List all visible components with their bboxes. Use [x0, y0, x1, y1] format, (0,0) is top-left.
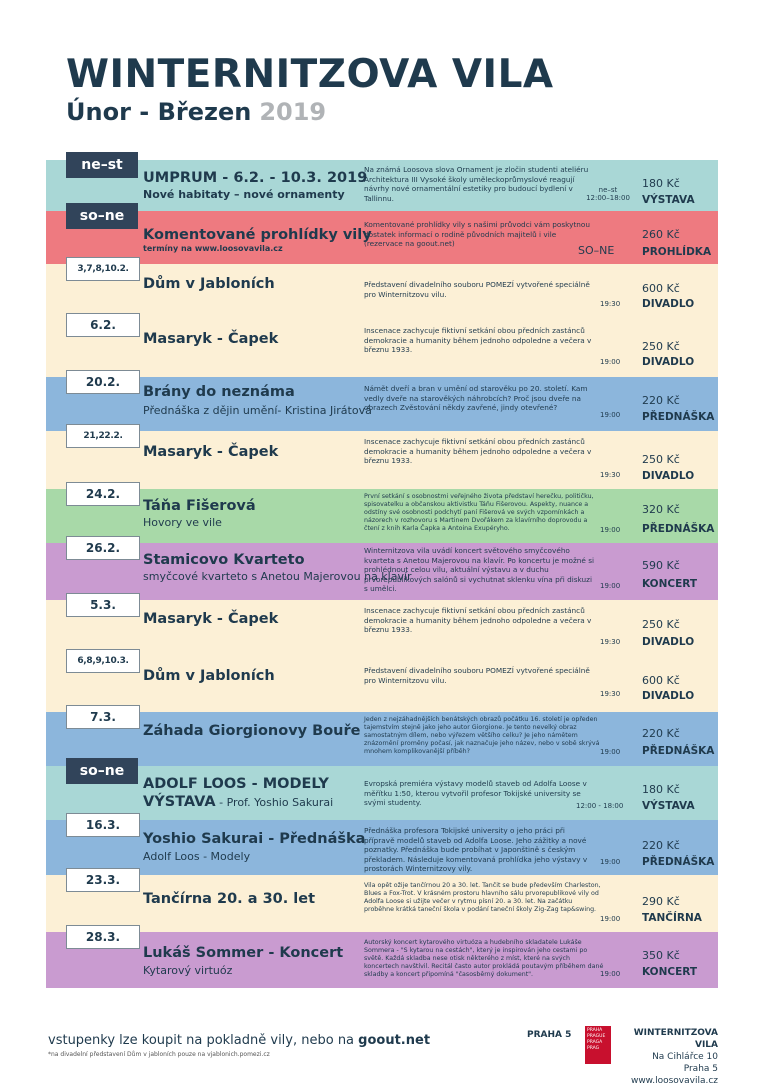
event-subtitle: Přednáška z dějin umění- Kristina Jirátová: [143, 404, 372, 417]
event-type: KONCERT: [642, 966, 698, 978]
date-tag: 21,22.2.: [66, 424, 140, 448]
event-time: 19:30: [600, 638, 621, 646]
address-street: Na Cihlářce 10: [652, 1052, 718, 1062]
event-type: DIVADLO: [642, 470, 695, 482]
event-row[interactable]: [46, 763, 718, 820]
event-price: 290 Kč: [642, 895, 680, 908]
event-title: Masaryk - Čapek: [143, 611, 279, 627]
address-name: WINTERNITZOVA VILA: [633, 1028, 718, 1050]
event-subtitle: Nové habitaty – nové ornamenty: [143, 188, 345, 201]
event-type: PROHLÍDKA: [642, 246, 712, 258]
event-description: Představení divadelního souboru POMEZÍ vytvořené speciálně pro Winternitzovu vilu.: [364, 666, 590, 685]
date-tag: 5.3.: [66, 593, 140, 617]
event-description: Vila opět ožije tančírnou 20 a 30. let. Tančit se bude především Charleston, Blues a Fox-Trot. V krásném prostoru hlavního sálu prvorepublikové vily od Adolfa Loose si užijte večer v rytmu písní 20. a 30. let. Na začátku proběhne krátká taneční škola v podání taneční školy Zig-Zag tap&swing.: [364, 882, 601, 913]
event-title: ADOLF LOOS - MODELY: [143, 776, 329, 792]
event-time: ne–st 12:00–18:00: [586, 186, 630, 202]
event-price: 250 Kč: [642, 618, 680, 631]
event-title-line2: [143, 794, 333, 810]
event-time: 19:00: [600, 582, 621, 590]
event-price: 180 Kč: [642, 177, 680, 190]
event-time: 19:00: [600, 915, 621, 923]
event-price: 180 Kč: [642, 783, 680, 796]
event-price: 590 Kč: [642, 559, 680, 572]
event-row[interactable]: [46, 932, 718, 988]
event-description: Inscenace zachycuje fiktivní setkání obou předních zastánců demokracie a humanity během jednoho odpoledne a večera v březnu 1933.: [364, 326, 592, 355]
event-type: VÝSTAVA: [642, 800, 695, 812]
event-row[interactable]: [46, 656, 718, 712]
event-title: Záhada Giorgionovy Bouře: [143, 723, 361, 739]
event-time: 19:00: [600, 970, 621, 978]
event-title: Lukáš Sommer - Koncert: [143, 945, 344, 961]
date-tag: 24.2.: [66, 482, 140, 506]
event-description: Přednáška profesora Tokijské university o jeho práci při přípravě modelů staveb od Adolfa Loose. Jeho zážitky a nové poznatky. Přednáška bude probíhat v Japonštině s českým překladem. Následuje komentovaná prohlídka jeho výstavy v prostorách Winternitzovy vily.: [364, 826, 588, 874]
event-title: Komentované prohlídky vily: [143, 227, 372, 243]
footer-note: *na divadelní představení Dům v jabloních pouze na vjablonich.pomezi.cz: [48, 1051, 270, 1058]
date-tag: 20.2.: [66, 370, 140, 394]
date-tag: so–ne: [66, 203, 138, 229]
event-type: PŘEDNÁŠKA: [642, 411, 715, 423]
event-description: Námět dveří a bran v umění od starověku po 20. století. Kam vedly dveře na starověkých náhrobcích? Proč jsou dveře na obrazech Zvěstování někdy zavřené, jindy otevřené?: [364, 384, 588, 413]
event-description: První setkání s osobnostmi veřejného života představí herečku, političku, spisovatelku a občanskou aktivistku Táňu Fišerovou. Aspekty, nuance a odstíny své osobnosti podchytí paní Fišerová ve svých vzpomínkách a názorech v rozhovoru s Martinem Dvořákem za klavírního doprovodu a čtení z knih Karla Čapka a Antoina Exupéryho.: [364, 493, 594, 532]
event-row[interactable]: [46, 431, 718, 489]
event-title: Tančírna 20. a 30. let: [143, 891, 316, 907]
event-price: 220 Kč: [642, 727, 680, 740]
event-type: DIVADLO: [642, 636, 695, 648]
event-subtitle: Adolf Loos - Modely: [143, 850, 251, 863]
address-block: [618, 1027, 718, 1087]
season-label: Únor - Březen: [66, 98, 252, 126]
event-title: Stamicovo Kvarteto: [143, 552, 305, 568]
event-time: 19:00: [600, 411, 621, 419]
event-type: PŘEDNÁŠKA: [642, 523, 715, 535]
event-title: Masaryk - Čapek: [143, 331, 279, 347]
date-tag: 7.3.: [66, 705, 140, 729]
event-title: UMPRUM - 6.2. - 10.3. 2019: [143, 170, 368, 186]
event-description: Představení divadelního souboru POMEZÍ vytvořené speciálně pro Winternitzovu vilu.: [364, 280, 590, 299]
event-time: 19:00: [600, 748, 621, 756]
event-time: 19:00: [600, 858, 621, 866]
event-row[interactable]: [46, 600, 718, 656]
event-time: 19:00: [600, 358, 621, 366]
year-label: 2019: [259, 98, 327, 126]
event-time: SO–NE: [578, 244, 615, 257]
event-type: TANČÍRNA: [642, 912, 702, 924]
event-type: PŘEDNÁŠKA: [642, 856, 715, 868]
event-subtitle: termíny na www.loosovavila.cz: [143, 244, 283, 253]
event-row[interactable]: [46, 264, 718, 320]
date-tag: 6,8,9,10.3.: [66, 649, 140, 673]
event-price: 250 Kč: [642, 453, 680, 466]
address-city: Praha 5: [683, 1064, 718, 1074]
date-tag: 26.2.: [66, 536, 140, 560]
event-title: Dům v Jabloních: [143, 668, 275, 684]
date-tag: 3,7,8,10.2.: [66, 257, 140, 281]
event-price: 350 Kč: [642, 949, 680, 962]
page-subtitle: [66, 98, 326, 126]
event-row[interactable]: [46, 208, 718, 264]
address-web[interactable]: www.loosovavila.cz: [630, 1076, 718, 1086]
event-price: 600 Kč: [642, 282, 680, 295]
event-row[interactable]: [46, 712, 718, 766]
event-row[interactable]: [46, 320, 718, 377]
event-row[interactable]: [46, 377, 718, 431]
event-time: 19:00: [600, 526, 621, 534]
event-type: DIVADLO: [642, 298, 695, 310]
date-tag: 23.3.: [66, 868, 140, 892]
event-title: Yoshio Sakurai - Přednáška: [143, 831, 366, 847]
event-price: 220 Kč: [642, 394, 680, 407]
date-tag: 28.3.: [66, 925, 140, 949]
event-description: Komentované prohlídky vily s našimi průvodci vám poskytnou dostatek informací o rodině původních majitelů i vile (rezervace na goout.net): [364, 220, 591, 249]
goout-link[interactable]: goout.net: [358, 1033, 431, 1048]
event-type: KONCERT: [642, 578, 698, 590]
event-price: 600 Kč: [642, 674, 680, 687]
event-time: 19:30: [600, 690, 621, 698]
date-tag: 6.2.: [66, 313, 140, 337]
event-subtitle: smyčcové kvarteto s Anetou Majerovou na klavír: [143, 570, 412, 583]
event-row[interactable]: [46, 157, 718, 211]
event-subtitle: Kytarový virtuóz: [143, 964, 233, 977]
event-type: PŘEDNÁŠKA: [642, 745, 715, 757]
event-time: 19:30: [600, 471, 621, 479]
event-type: VÝSTAVA: [642, 194, 695, 206]
event-subtitle: Hovory ve vile: [143, 516, 222, 529]
event-title-suffix: - Prof. Yoshio Sakurai: [215, 796, 334, 809]
event-title: Táňa Fišerová: [143, 498, 256, 514]
footer-text: vstupenky lze koupit na pokladně vily, nebo na: [48, 1033, 359, 1048]
event-type: DIVADLO: [642, 690, 695, 702]
praha5-logo: PRAHA 5: [527, 1030, 572, 1040]
event-title: Dům v Jabloních: [143, 276, 275, 292]
praha-logo: PRAHA PRAGUE PRAGA PRAG: [585, 1026, 611, 1064]
event-description: Autorský koncert kytarového virtuóza a hudebního skladatele Lukáše Sommera - "S kytarou na cestách", který je inspirován jeho cestami po světě. Každá skladba nese otisk některého z míst, které na svých koncertech navštívil. Recitál často autor prokládá poutavým příběhem dané skladby a koncert připomíná "časosběrný dokument".: [364, 939, 604, 978]
date-tag: 16.3.: [66, 813, 140, 837]
event-time: 12:00 - 18:00: [576, 802, 624, 810]
event-title: Masaryk - Čapek: [143, 444, 279, 460]
event-time: 19:30: [600, 300, 621, 308]
event-type: DIVADLO: [642, 356, 695, 368]
event-row[interactable]: [46, 875, 718, 932]
event-description: Na známá Loosova slova Ornament je zločin studenti ateliéru Architektura III Vysoké školy uměleckoprůmyslové reagují návrhy nové ornamentální estetiky pro budoucí bydlení v Tallinnu.: [364, 165, 589, 203]
event-row[interactable]: [46, 543, 718, 600]
event-description: Inscenace zachycuje fiktivní setkání obou předních zastánců demokracie a humanity během jednoho odpoledne a večera v březnu 1933.: [364, 606, 592, 635]
event-price: 250 Kč: [642, 340, 680, 353]
event-description: Winternitzova vila uvádí koncert světového smyčcového kvarteta s Anetou Majerovou na klavír. Po koncertu je možné si prohlédnout celou vilu, aktuální výstavu a v duchu prvorepublikových salónů si vychutnat sklenku vína při diskuzi s umělci.: [364, 546, 595, 594]
event-title-main: VÝSTAVA: [143, 794, 216, 810]
event-description: Jeden z nejzáhadnějších benátských obrazů počátku 16. století je opředen tajemstvím stejně jako jeho autor Giorgione. Je tento nevelký obraz samostatným dílem, nebo výřezem většího celku? Je jeho námětem znázornění proměny počasí, jak naznačuje jeho název, nebo v sobě skrývá mnohem komplikovanější příběh?: [364, 716, 600, 755]
event-description: Inscenace zachycuje fiktivní setkání obou předních zastánců demokracie a humanity během jednoho odpoledne a večera v březnu 1933.: [364, 437, 592, 466]
event-description: Evropská premiéra výstavy modelů staveb od Adolfa Loose v měřítku 1:50, kterou vytvořil profesor Tokijské university se svými studenty.: [364, 779, 587, 808]
page-title: WINTERNITZOVA VILA: [66, 52, 554, 97]
footer-ticket-info: [48, 1033, 430, 1048]
event-row[interactable]: [46, 489, 718, 543]
event-price: 220 Kč: [642, 839, 680, 852]
event-price: 260 Kč: [642, 228, 680, 241]
event-price: 320 Kč: [642, 503, 680, 516]
date-tag: ne–st: [66, 152, 138, 178]
date-tag: so–ne: [66, 758, 138, 784]
event-row[interactable]: [46, 820, 718, 875]
event-title: Brány do neznáma: [143, 384, 295, 400]
